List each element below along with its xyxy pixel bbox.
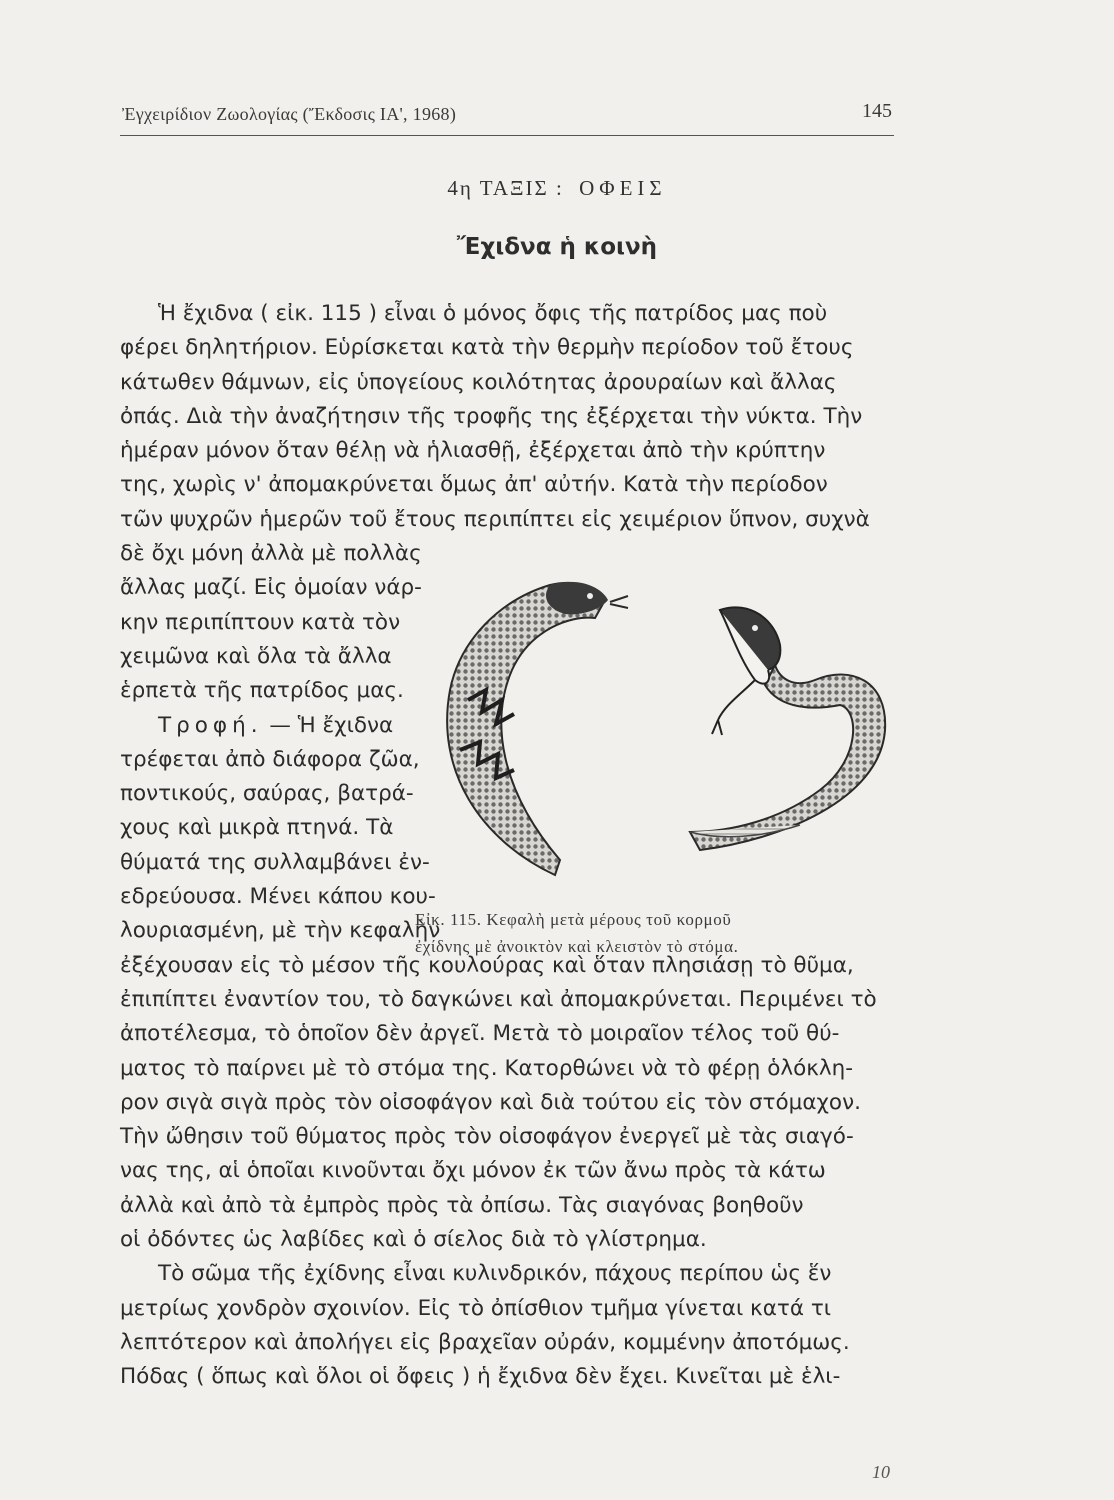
order-heading <box>0 176 1114 201</box>
text-line: νας της, αἱ ὁποῖαι κινοῦνται ὄχι μόνον ἐκ τῶν ἄνω πρὸς τὰ κάτω <box>120 1158 826 1184</box>
text-line: εδρεύουσα. Μένει κάπου κου- <box>120 884 436 910</box>
page-number: 145 <box>862 100 892 122</box>
caption-line-2: ἐχίδνης μὲ ἀνοικτὸν καὶ κλειστὸν τὸ στόμα. <box>415 937 739 956</box>
text-line: κάτωθεν θάμνων, εἰς ὑπογείους κοιλότητας ἀρουραίων καὶ ἄλλας <box>120 369 837 395</box>
text-line: ἀποτέλεσμα, τὸ ὁποῖον δὲν ἀργεῖ. Μετὰ τὸ μοιραῖον τέλος τοῦ θύ- <box>120 1021 840 1047</box>
text-line: Ἡ ἔχιδνα ( εἰκ. 115 ) εἶναι ὁ μόνος ὄφις τῆς πατρίδος μας ποὺ <box>158 301 828 326</box>
text-line: Πόδας ( ὅπως καὶ ὅλοι οἱ ὄφεις ) ἡ ἔχιδνα δὲν ἔχει. Κινεῖται μὲ ἑλι- <box>120 1364 841 1390</box>
header-rule <box>120 135 894 136</box>
text-line: δὲ ὄχι μόνη ἀλλὰ μὲ πολλὰς <box>120 541 422 567</box>
text-line: ὀπάς. Διὰ τὴν ἀναζήτησιν τῆς τροφῆς της ἐξέρχεται τὴν νύκτα. Τὴν <box>120 403 863 429</box>
text-line: Τὴν ὤθησιν τοῦ θύματος πρὸς τὸν οἰσοφάγον ἐνεργεῖ μὲ τὰς σιαγό- <box>120 1124 854 1150</box>
text-line: της, χωρὶς ν' ἀπομακρύνεται ὅμως ἀπ' αὐτήν. Κατὰ τὴν περίοδον <box>120 472 828 498</box>
species-title: Ἔχιδνα ἡ κοινὴ <box>456 234 658 260</box>
text-line: θύματά της συλλαμβάνει ἐν- <box>120 849 430 875</box>
food-paragraph-start <box>120 709 432 743</box>
text-line: λεπτότερον καὶ ἀπολήγει εἰς βραχεῖαν οὐράν, κομμένην ἀποτόμως. <box>120 1329 850 1355</box>
text-line: τρέφεται ἀπὸ διάφορα ζῶα, <box>120 746 420 772</box>
figure-caption <box>415 906 910 960</box>
book-title: Ἐγχειρίδιον Ζωολογίας (Ἔκδοσις ΙΑ', 1968) <box>122 104 457 124</box>
text-line: μετρίως χονδρὸν σχοινίον. Εἰς τὸ ὀπίσθιον τμῆμα γίνεται κατά τι <box>120 1295 832 1321</box>
running-header <box>122 96 892 134</box>
closed-mouth-snake <box>447 582 628 875</box>
viper-illustration <box>420 570 910 900</box>
text-line: Τὸ σῶμα τῆς ἐχίδνης εἶναι κυλινδρικόν, πάχους περίπου ὡς ἕν <box>158 1261 832 1287</box>
text-line: ποντικούς, σαύρας, βατρά- <box>120 781 414 807</box>
text-line: ἡμέραν μόνον ὅταν θέλῃ νὰ ἡλιασθῇ, ἐξέρχεται ἀπὸ τὴν κρύπτην <box>120 438 826 464</box>
text-line: ἑρπετὰ τῆς πατρίδος μας. <box>120 678 404 704</box>
text-line: τῶν ψυχρῶν ἡμερῶν τοῦ ἔτους περιπίπτει εἰς χειμέριον ὕπνον, συχνὰ <box>120 506 870 532</box>
text-line: ἀλλὰ καὶ ἀπὸ τὰ ἐμπρὸς πρὸς τὰ ὀπίσω. Τὰς σιαγόνας βοηθοῦν <box>120 1192 804 1218</box>
text-line: οἱ ὀδόντες ὡς λαβίδες καὶ ὁ σίελος διὰ τὸ γλίστρημα. <box>120 1227 707 1253</box>
text-line: κην περιπίπτουν κατὰ τὸν <box>120 609 401 635</box>
food-heading: Τροφή. <box>158 712 263 738</box>
order-label: 4η ΤΑΞΙΣ : <box>447 176 564 200</box>
text-line: ἐπιπίπτει ἐναντίον του, τὸ δαγκώνει καὶ ἀπομακρύνεται. Περιμένει τὸ <box>120 986 877 1012</box>
text-line: ἄλλας μαζί. Εἰς ὁμοίαν νάρ- <box>120 575 422 601</box>
order-name: ΟΦΕΙΣ <box>579 176 667 200</box>
text-line: φέρει δηλητήριον. Εὑρίσκεται κατὰ τὴν θερμὴν περίοδον τοῦ ἔτους <box>120 335 854 361</box>
text-line: — Ἡ ἔχιδνα <box>269 712 394 738</box>
signature-mark: 10 <box>872 1462 890 1482</box>
text-line: χους καὶ μικρὰ πτηνά. Τὰ <box>120 815 394 841</box>
text-line: χειμῶνα καὶ ὅλα τὰ ἄλλα <box>120 643 392 669</box>
text-line: λουριασμένη, μὲ τὴν κεφαλὴν <box>120 918 441 944</box>
open-mouth-snake <box>690 607 885 850</box>
text-line: ρον σιγὰ σιγὰ πρὸς τὸν οἰσοφάγον καὶ διὰ τούτου εἰς τὸν στόμαχον. <box>120 1089 861 1115</box>
text-line: ματος τὸ παίρνει μὲ τὸ στόμα της. Κατορθώνει νὰ τὸ φέρῃ ὁλόκλη- <box>120 1055 854 1081</box>
caption-line-1: Εἰκ. 115. Κεφαλὴ μετὰ μέρους τοῦ κορμοῦ <box>415 910 732 929</box>
text-line: ἐξέχουσαν εἰς τὸ μέσον τῆς κουλούρας καὶ ὅταν πλησιάσῃ τὸ θῦμα, <box>120 952 854 978</box>
